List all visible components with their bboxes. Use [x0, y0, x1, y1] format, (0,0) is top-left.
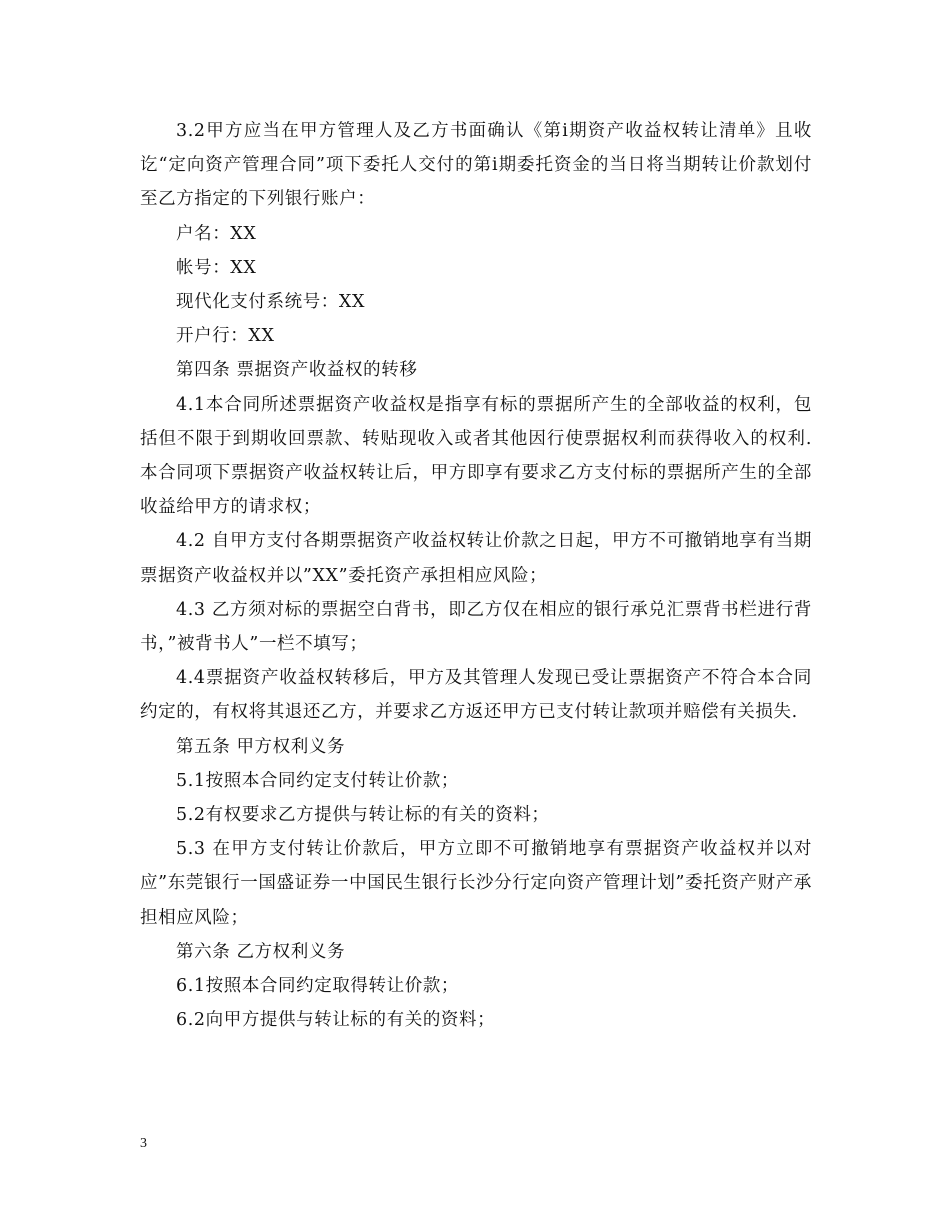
paragraph-5-2: 5.2有权要求乙方提供与转让标的有关的资料；: [176, 805, 550, 826]
paragraph-4-4: 4.4票据资产收益权转移后，甲方及其管理人发现已受让票据资产不符合本合同约定的，有权将其退还乙方，并要求乙方返还甲方已支付转让款项并赔偿有关损失.: [140, 668, 812, 723]
paragraph-6-2: 6.2向甲方提供与转让标的有关的资料；: [176, 1010, 496, 1031]
paragraph-4-3: 4.3 乙方须对标的票据空白背书，即乙方仅在相应的银行承兑汇票背书栏进行背书，”被背书人”一栏不填写；: [140, 599, 812, 655]
paragraph-3-2: 3.2甲方应当在甲方管理人及乙方书面确认《第i期资产收益权转让清单》且收讫“定向资产管理合同”项下委托人交付的第i期委托资金的当日将当期转让价款划付至乙方指定的下列银行账户：: [140, 121, 812, 210]
paragraph-6-1: 6.1按照本合同约定取得转让价款；: [176, 976, 460, 997]
opening-bank: 开户行：XX: [176, 326, 275, 347]
paragraph-4-2: 4.2 自甲方支付各期票据资产收益权转让价款之日起，甲方不可撤销地享有当期票据资产收益权并以”XX”委托资产承担相应风险；: [140, 531, 812, 586]
paragraph-5-1: 5.1按照本合同约定支付转让价款；: [176, 770, 460, 791]
article-6-heading: 第六条 乙方权利义务: [176, 941, 346, 962]
paragraph-4-1: 4.1本合同所述票据资产收益权是指享有标的票据所产生的全部收益的权利，包括但不限于到期收回票款、转贴现收入或者其他因行使票据权利而获得收入的权利.本合同项下票据资产收益权转让后，甲方即享有要求乙方支付标的票据所产生的全部收益给甲方的请求权；: [140, 394, 812, 518]
account-number: 帐号：XX: [176, 257, 257, 278]
payment-system-number: 现代化支付系统号：XX: [176, 292, 366, 313]
paragraph-5-3: 5.3 在甲方支付转让价款后，甲方立即不可撤销地享有票据资产收益权并以对应”东莞银行一国盛证券一中国民生银行长沙分行定向资产管理计划”委托资产财产承担相应风险；: [140, 839, 812, 928]
document-body: [140, 114, 812, 1037]
article-5-heading: 第五条 甲方权利义务: [176, 736, 346, 757]
account-name: 户名：XX: [176, 223, 257, 244]
page-number: 3: [140, 1136, 147, 1151]
article-4-heading: 第四条 票据资产收益权的转移: [176, 360, 418, 381]
